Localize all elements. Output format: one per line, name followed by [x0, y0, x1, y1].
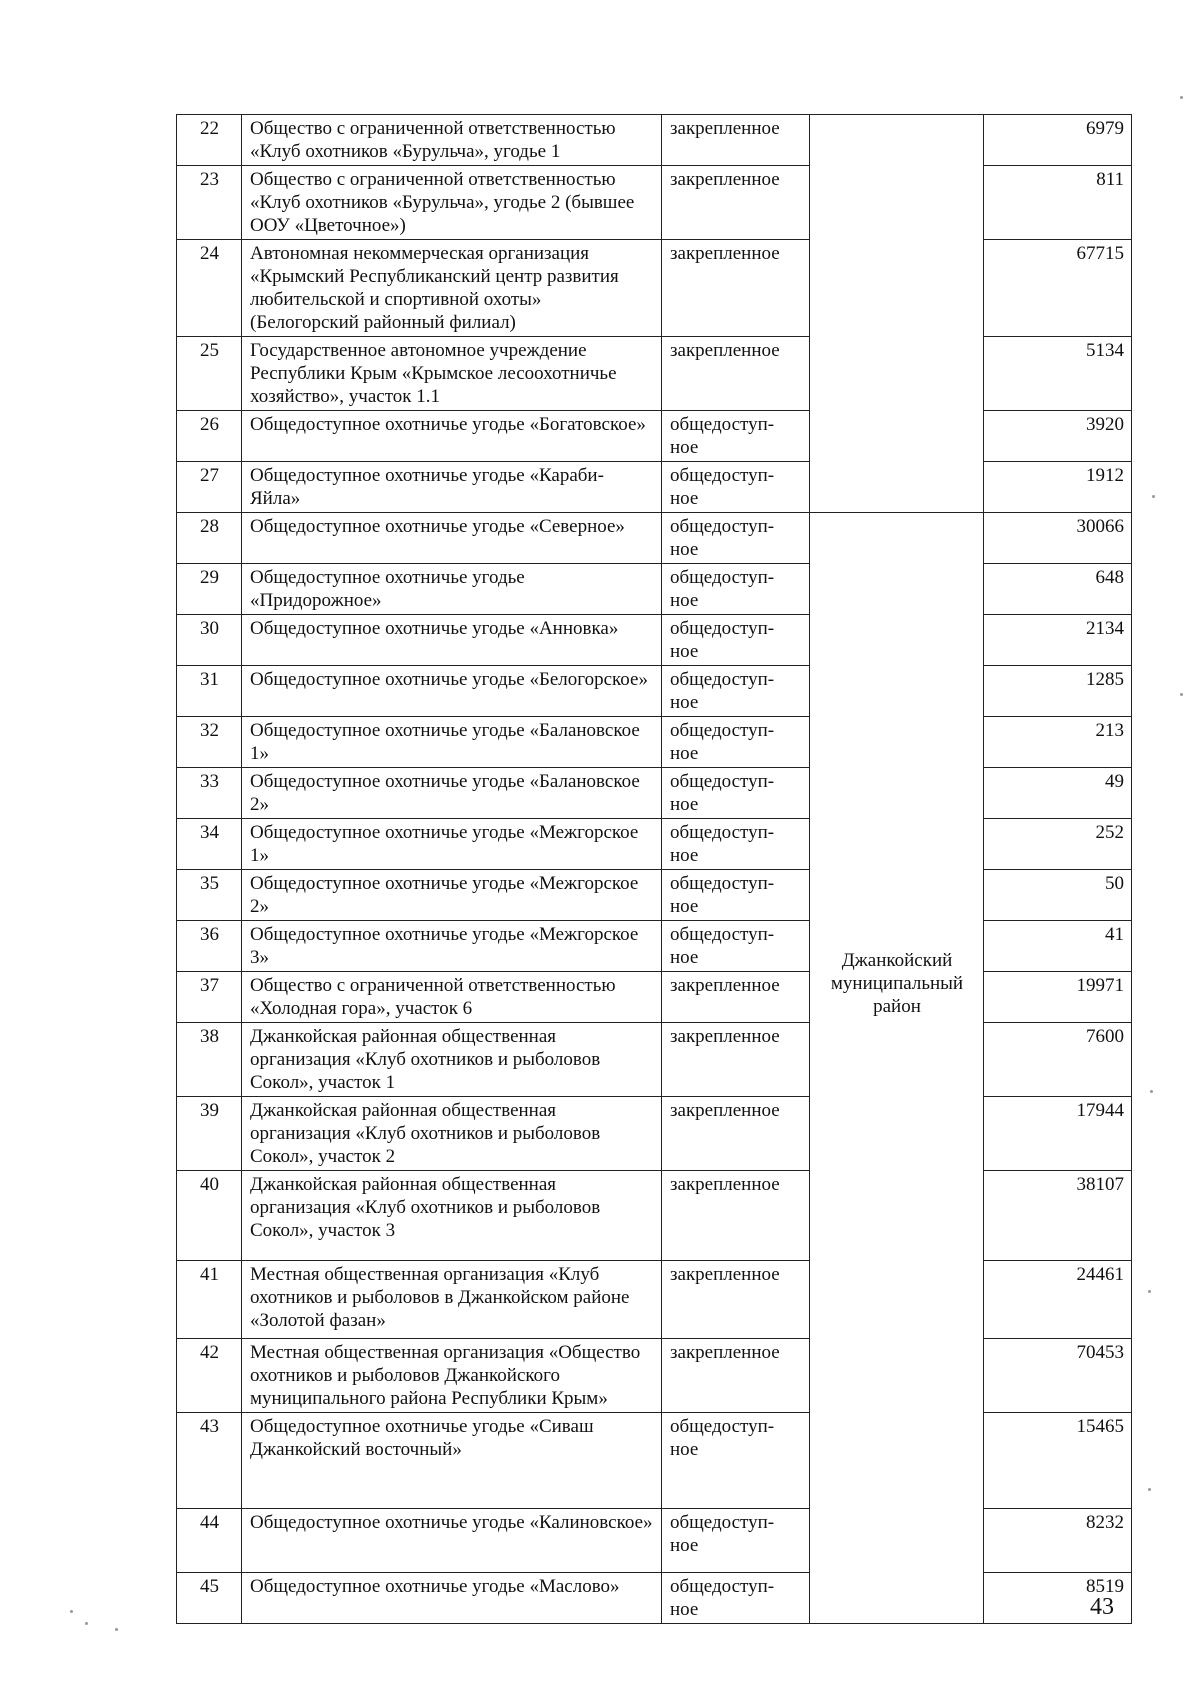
table-row: [177, 462, 1132, 513]
ground-name: Общедоступное охотничье угодье «Межгорское 2»: [242, 870, 662, 921]
ground-area: 648: [984, 564, 1132, 615]
ground-area: 811: [984, 166, 1132, 240]
scan-speck: [1180, 96, 1183, 99]
ground-area: 41: [984, 921, 1132, 972]
table-row: [177, 513, 1132, 564]
ground-category: общедоступ-ное: [662, 615, 810, 666]
table-row: [177, 717, 1132, 768]
hunting-grounds-table: [176, 114, 1132, 1624]
ground-area: 38107: [984, 1171, 1132, 1261]
ground-name: Общедоступное охотничье угодье «Белогорское»: [242, 666, 662, 717]
ground-name: Общедоступное охотничье угодье «Анновка»: [242, 615, 662, 666]
ground-category: общедоступ-ное: [662, 1573, 810, 1624]
ground-name: Общедоступное охотничье угодье «Балановское 2»: [242, 768, 662, 819]
ground-area: 8519: [984, 1573, 1132, 1624]
ground-name: Джанкойская районная общественная организация «Клуб охотников и рыболовов Сокол», участок 3: [242, 1171, 662, 1261]
ground-area: 19971: [984, 972, 1132, 1023]
row-number: 35: [177, 870, 242, 921]
table-row: [177, 1339, 1132, 1413]
table-row: [177, 1261, 1132, 1339]
scan-speck: [115, 1628, 118, 1631]
ground-area: 8232: [984, 1509, 1132, 1573]
ground-area: 252: [984, 819, 1132, 870]
ground-name: Общество с ограниченной ответственностью «Холодная гора», участок 6: [242, 972, 662, 1023]
ground-name: Местная общественная организация «Клуб охотников и рыболовов в Джанкойском районе «Золотой фазан»: [242, 1261, 662, 1339]
ground-area: 7600: [984, 1023, 1132, 1097]
ground-name: Общедоступное охотничье угодье «Караби-Яйла»: [242, 462, 662, 513]
table-row: [177, 1023, 1132, 1097]
ground-category: закрепленное: [662, 240, 810, 337]
ground-category: общедоступ-ное: [662, 768, 810, 819]
table-row: [177, 870, 1132, 921]
ground-name: Государственное автономное учреждение Республики Крым «Крымское лесоохотничье хозяйство», участок 1.1: [242, 337, 662, 411]
row-number: 42: [177, 1339, 242, 1413]
row-number: 43: [177, 1413, 242, 1509]
table-row: [177, 1509, 1132, 1573]
row-number: 27: [177, 462, 242, 513]
ground-area: 6979: [984, 115, 1132, 166]
table-row: [177, 240, 1132, 337]
ground-name: Общедоступное охотничье угодье «Межгорское 3»: [242, 921, 662, 972]
ground-area: 2134: [984, 615, 1132, 666]
ground-category: закрепленное: [662, 166, 810, 240]
table-row: [177, 1573, 1132, 1624]
ground-category: общедоступ-ное: [662, 921, 810, 972]
ground-area: 15465: [984, 1413, 1132, 1509]
ground-category: закрепленное: [662, 1261, 810, 1339]
ground-area: 3920: [984, 411, 1132, 462]
ground-category: закрепленное: [662, 1339, 810, 1413]
district-cell-empty: [810, 115, 984, 513]
ground-name: Общедоступное охотничье угодье «Придорожное»: [242, 564, 662, 615]
ground-category: общедоступ-ное: [662, 666, 810, 717]
ground-name: Джанкойская районная общественная организация «Клуб охотников и рыболовов Сокол», участок 1: [242, 1023, 662, 1097]
ground-category: закрепленное: [662, 972, 810, 1023]
ground-name: Общество с ограниченной ответственностью «Клуб охотников «Бурульча», угодье 2 (бывшее ООУ «Цветочное»): [242, 166, 662, 240]
ground-category: закрепленное: [662, 1171, 810, 1261]
row-number: 29: [177, 564, 242, 615]
table-row: [177, 1097, 1132, 1171]
ground-category: общедоступ-ное: [662, 1509, 810, 1573]
ground-category: общедоступ-ное: [662, 411, 810, 462]
scan-speck: [70, 1610, 73, 1613]
ground-area: 213: [984, 717, 1132, 768]
ground-area: 67715: [984, 240, 1132, 337]
row-number: 45: [177, 1573, 242, 1624]
ground-area: 17944: [984, 1097, 1132, 1171]
row-number: 39: [177, 1097, 242, 1171]
row-number: 44: [177, 1509, 242, 1573]
ground-name: Местная общественная организация «Общество охотников и рыболовов Джанкойского муниципального района Республики Крым»: [242, 1339, 662, 1413]
row-number: 41: [177, 1261, 242, 1339]
table-row: [177, 666, 1132, 717]
row-number: 24: [177, 240, 242, 337]
table-row: [177, 1171, 1132, 1261]
ground-area: 30066: [984, 513, 1132, 564]
ground-area: 5134: [984, 337, 1132, 411]
row-number: 30: [177, 615, 242, 666]
ground-name: Общедоступное охотничье угодье «Маслово»: [242, 1573, 662, 1624]
ground-name: Общедоступное охотничье угодье «Калиновское»: [242, 1509, 662, 1573]
district-label: Джанкойский муниципальный район: [830, 950, 964, 1017]
ground-name: Общедоступное охотничье угодье «Сиваш Джанкойский восточный»: [242, 1413, 662, 1509]
row-number: 22: [177, 115, 242, 166]
table-row: [177, 166, 1132, 240]
row-number: 38: [177, 1023, 242, 1097]
scan-speck: [1152, 495, 1155, 498]
ground-name: Общедоступное охотничье угодье «Богатовское»: [242, 411, 662, 462]
ground-name: Общедоступное охотничье угодье «Балановское 1»: [242, 717, 662, 768]
ground-category: закрепленное: [662, 115, 810, 166]
scan-speck: [1148, 1290, 1151, 1293]
row-number: 31: [177, 666, 242, 717]
ground-category: закрепленное: [662, 337, 810, 411]
scan-speck: [1150, 1090, 1153, 1093]
table-row: [177, 564, 1132, 615]
scan-speck: [1180, 693, 1183, 696]
table-row: [177, 921, 1132, 972]
table-row: [177, 819, 1132, 870]
ground-area: 1285: [984, 666, 1132, 717]
row-number: 34: [177, 819, 242, 870]
ground-category: общедоступ-ное: [662, 819, 810, 870]
scan-speck: [85, 1622, 88, 1625]
table-row: [177, 1413, 1132, 1509]
ground-name: Автономная некоммерческая организация «Крымский Республиканский центр развития любительской и спортивной охоты» (Белогорский районный филиал): [242, 240, 662, 337]
ground-area: 1912: [984, 462, 1132, 513]
district-cell: [810, 513, 984, 1624]
ground-name: Джанкойская районная общественная организация «Клуб охотников и рыболовов Сокол», участок 2: [242, 1097, 662, 1171]
table-row: [177, 115, 1132, 166]
table-row: [177, 768, 1132, 819]
scan-speck: [1148, 1488, 1151, 1491]
table-row: [177, 972, 1132, 1023]
ground-area: 49: [984, 768, 1132, 819]
row-number: 32: [177, 717, 242, 768]
ground-name: Общество с ограниченной ответственностью «Клуб охотников «Бурульча», угодье 1: [242, 115, 662, 166]
row-number: 26: [177, 411, 242, 462]
row-number: 23: [177, 166, 242, 240]
ground-category: закрепленное: [662, 1097, 810, 1171]
ground-name: Общедоступное охотничье угодье «Северное»: [242, 513, 662, 564]
ground-area: 24461: [984, 1261, 1132, 1339]
ground-area: 50: [984, 870, 1132, 921]
row-number: 40: [177, 1171, 242, 1261]
table-row: [177, 615, 1132, 666]
ground-category: общедоступ-ное: [662, 717, 810, 768]
row-number: 25: [177, 337, 242, 411]
row-number: 33: [177, 768, 242, 819]
ground-category: общедоступ-ное: [662, 1413, 810, 1509]
table-row: [177, 337, 1132, 411]
row-number: 37: [177, 972, 242, 1023]
page-number: 43: [1090, 1594, 1114, 1620]
ground-category: общедоступ-ное: [662, 462, 810, 513]
ground-category: общедоступ-ное: [662, 513, 810, 564]
row-number: 36: [177, 921, 242, 972]
ground-category: общедоступ-ное: [662, 564, 810, 615]
ground-category: общедоступ-ное: [662, 870, 810, 921]
ground-area: 70453: [984, 1339, 1132, 1413]
ground-name: Общедоступное охотничье угодье «Межгорское 1»: [242, 819, 662, 870]
table-row: [177, 411, 1132, 462]
row-number: 28: [177, 513, 242, 564]
ground-category: закрепленное: [662, 1023, 810, 1097]
